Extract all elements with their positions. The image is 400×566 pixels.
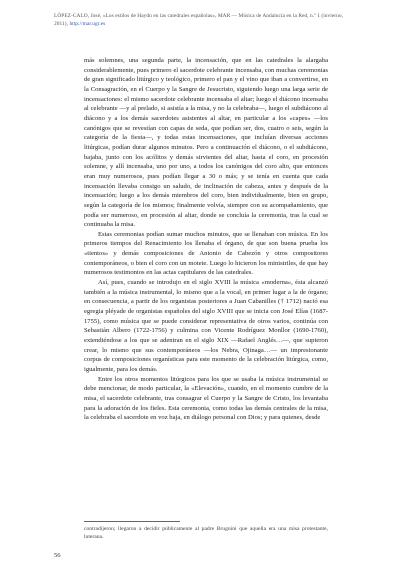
- body-text: [84, 56, 328, 423]
- paragraph: Estas ceremonias podían sumar muchos minutos, que se llenaban con música. En los primeros tiempos del Renacimiento los llenaba el órgano, de que son buena prueba los «tientos» y demás composiciones de Antonio de Cabezón y otros compositores contemporáneos, o bien el coro con un motete. Luego lo hicieron los ministriles, de que hay numerosos testimonios en las actas capitulares de las catedrales.: [84, 230, 328, 277]
- paragraph: Así, pues, cuando se introdujo en el siglo XVIII la música «moderna», ésta alcanzó también a la música instrumental, lo mismo que a la vocal, en primer lugar a la de órgano; en consecuencia, a partir de los organistas posteriores a Juan Cabanilles († 1712) nació esa egregia pléyade de organistas españoles del siglo XVIII que se inicia con José Elías (1687-1755), como música que se puede considerar representativa de otros varios, continúa con Sebastián Albero (1722-1756) y culmina con Vicente Rodríguez Monllor (1690-1760), extendiéndose a los que se adentran en el siglo XIX —Rafael Anglés…—, que supieron crear, lo mismo que sus contemporáneos —los Nebra, Ojinaga…— un impresionante corpus de composiciones organísticas para este momento de la celebración litúrgica, como, igualmente, para los demás.: [84, 279, 328, 373]
- footnote: contradijeron; llegaron a decidir públicamente al padre Brugnini que aquella era una misa protestante, luterana.: [84, 526, 328, 540]
- running-head: [54, 12, 354, 28]
- page-number: 56: [54, 552, 61, 559]
- running-head-url[interactable]: http://mar.ugr.es: [69, 21, 106, 27]
- running-head-citation: LÓPEZ-CALO, José, «Los estilos de Haydn en las catedrales españolas», MAR — Música de Andalucía en la Red, n.º 1 (invierno, 2011),: [54, 13, 343, 27]
- paragraph: Entre los otros momentos litúrgicos para los que se usaba la música instrumental se debe mencionar, de modo particular, la «Elevación», cuando, en el momento cumbre de la misa, el sacerdote celebrante, tras consagrar el Cuerpo y la Sangre de Cristo, los levantaba para la adoración de los fieles. Esta ceremonia, como todas las demás centrales de la misa, la celebraba el sacerdote en voz baja, en diálogo personal con Dios; y para quienes, desde: [84, 375, 328, 422]
- footnote-divider: [84, 521, 180, 522]
- paragraph: más solemnes, una segunda parte, la incensación, que en las catedrales la alargaba considerablemente, pues primero el sacerdote celebrante incensaba, con muchas ceremonias de gran significado litúrgico y teológico, primero el pan y el vino que iban a convertirse, en la Consagración, en el Cuerpo y la Sangre de Jesucristo, siguiendo luego una larga serie de incensaciones: el mismo sacerdote celebrante incensaba el altar; luego el diácono incensaba al celebrante —y al prelado, si asistía a la misa, y no la celebraba—, luego el subdiácono al diácono y a los demás sacerdotes asistentes al altar, en particular a los «capes» —los canónigos que se revestían con capas de seda, que podían ser, dos, cuatro o seis, según la categoría de la fiesta—, y todas estas incensaciones, que incluían diversas acciones litúrgicas, podían durar algunos minutos. Pero a continuación el diácono, o el subdiácono, bajaba, junto con los acólitos y demás sirvientes del altar, hasta el coro, en procesión solemne, y allí incensaba, uno por uno, a todos los canónigos del coro alto, que entonces eran muy numerosos, pues podían llegar a 30 o más; y se tenía en cuenta que cada incensación llevaba consigo un saludo, de inclinación de cabeza, antes y después de la incensación; luego a los demás miembros del coro, bien individualmente, bien en grupo, según la categoría de los mismos; finalmente volvía, siempre con su acompañamiento, que podía ser numeroso, en procesión al altar, donde se concluía la ceremonia, tras la cual se continuaba la misa.: [84, 57, 328, 229]
